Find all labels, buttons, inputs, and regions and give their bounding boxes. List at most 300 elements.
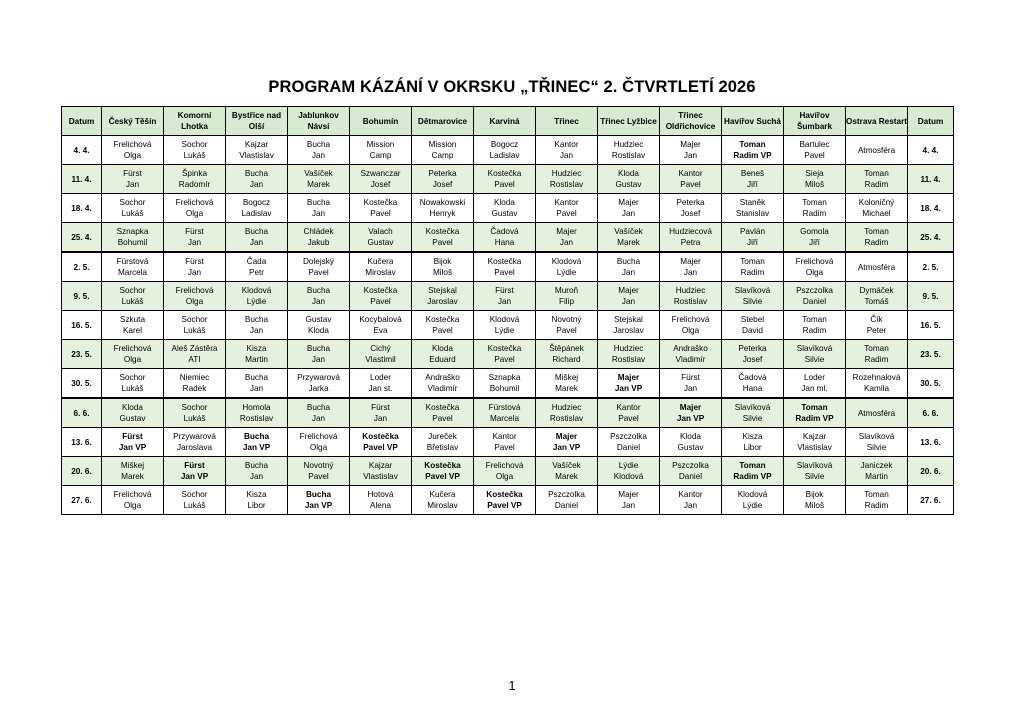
preacher-name-line-2: Marek bbox=[121, 472, 144, 481]
preacher-name-line-1: Bucha bbox=[244, 169, 269, 178]
preacher-name-line-2: Olga bbox=[123, 151, 142, 160]
preacher-name-line-1: Toman bbox=[802, 198, 827, 207]
preacher-cell bbox=[722, 486, 784, 515]
preacher-cell bbox=[412, 252, 474, 282]
preacher-name-line-1: Sochor bbox=[119, 373, 146, 382]
preacher-name-line-2: Lukáš bbox=[183, 501, 206, 510]
preacher-name-line-2: Miroslav bbox=[427, 501, 458, 510]
table-row bbox=[62, 282, 954, 311]
preacher-name-line-1: Kisza bbox=[742, 432, 763, 441]
table-row bbox=[62, 136, 954, 165]
preacher-name-line-2: Pavel bbox=[432, 326, 453, 335]
preacher-name-line-2: Lukáš bbox=[183, 414, 206, 423]
preacher-name-line-1: Kostečka bbox=[425, 315, 460, 324]
preacher-cell bbox=[536, 282, 598, 311]
preacher-cell bbox=[474, 398, 536, 428]
preacher-name-line-2: Alena bbox=[370, 501, 391, 510]
preacher-cell bbox=[474, 486, 536, 515]
preacher-name-line-1: Gustav bbox=[305, 315, 332, 324]
preacher-name-line-1: Fürst bbox=[123, 169, 142, 178]
preacher-cell bbox=[350, 252, 412, 282]
preacher-name-line-1: Mission bbox=[366, 140, 395, 149]
preacher-name-line-2: Jan VP bbox=[304, 501, 333, 510]
preacher-name-line-1: Kostečka bbox=[425, 227, 460, 236]
preacher-cell bbox=[350, 428, 412, 457]
preacher-cell bbox=[474, 311, 536, 340]
preacher-name-line-1: Majer bbox=[617, 373, 640, 382]
preacher-name-line-1: Bucha bbox=[244, 461, 269, 470]
preacher-cell bbox=[226, 486, 288, 515]
preacher-name-line-1: Atmosféra bbox=[857, 262, 896, 272]
preacher-name-line-1: Kisza bbox=[246, 344, 267, 353]
preacher-name-line-2: Radomír bbox=[178, 180, 211, 189]
preacher-name-line-1: Klodová bbox=[551, 257, 582, 266]
preacher-name-line-1: Fürst bbox=[185, 257, 204, 266]
preacher-name-line-2: Radim bbox=[864, 501, 889, 510]
preacher-name-line-1: Frelichová bbox=[671, 315, 710, 324]
preacher-name-line-2: Eduard bbox=[429, 355, 456, 364]
preacher-name-line-2: Olga bbox=[123, 355, 142, 364]
preacher-name-line-2: Gustav bbox=[615, 180, 642, 189]
preacher-name-line-1: Majer bbox=[618, 286, 639, 295]
preacher-name-line-1: Bucha bbox=[306, 140, 331, 149]
preacher-name-line-1: Čík bbox=[870, 315, 883, 324]
preacher-name-line-1: Staněk bbox=[739, 198, 766, 207]
preacher-name-line-2: Petr bbox=[248, 268, 265, 277]
preacher-cell bbox=[164, 136, 226, 165]
preacher-cell bbox=[474, 252, 536, 282]
preacher-name-line-1: Kloda bbox=[618, 169, 639, 178]
date-cell: 30. 5. bbox=[908, 369, 954, 399]
preacher-cell bbox=[102, 457, 164, 486]
preacher-cell bbox=[474, 136, 536, 165]
preacher-name-line-2: Radim bbox=[864, 180, 889, 189]
preacher-name-line-1: Nowakowski bbox=[419, 198, 466, 207]
preacher-name-line-1: Bucha bbox=[306, 403, 331, 412]
preacher-name-line-1: Szwanczar bbox=[360, 169, 401, 178]
preacher-name-line-1: Slavíková bbox=[796, 461, 833, 470]
preacher-name-line-2: Jan bbox=[187, 268, 202, 277]
preacher-cell bbox=[784, 282, 846, 311]
date-cell: 25. 4. bbox=[908, 223, 954, 253]
preacher-name-line-2: Jan bbox=[249, 326, 264, 335]
preacher-cell bbox=[474, 223, 536, 253]
column-header: Havířov Šumbark bbox=[784, 107, 846, 136]
preacher-cell bbox=[164, 369, 226, 399]
preacher-cell bbox=[722, 340, 784, 369]
preacher-cell bbox=[784, 428, 846, 457]
preacher-cell bbox=[288, 136, 350, 165]
preacher-cell bbox=[412, 486, 474, 515]
preacher-cell bbox=[412, 165, 474, 194]
preacher-name-line-2: Josef bbox=[680, 209, 701, 218]
preacher-cell bbox=[288, 165, 350, 194]
column-header: Ostrava Restart bbox=[846, 107, 908, 136]
preacher-name-line-2: Jiří bbox=[747, 180, 758, 189]
table-row bbox=[62, 457, 954, 486]
preacher-cell bbox=[288, 340, 350, 369]
preacher-name-line-1: Hudziec bbox=[613, 140, 644, 149]
preacher-cell bbox=[722, 428, 784, 457]
preacher-name-line-1: Toman bbox=[739, 140, 766, 149]
preacher-cell bbox=[722, 252, 784, 282]
preacher-name-line-2: Jan VP bbox=[552, 443, 581, 452]
preacher-name-line-1: Bucha bbox=[616, 257, 641, 266]
preacher-name-line-2: Vlastimil bbox=[365, 355, 396, 364]
preacher-name-line-1: Frelichová bbox=[175, 286, 214, 295]
preacher-cell bbox=[536, 340, 598, 369]
preacher-cell bbox=[660, 340, 722, 369]
column-header: Bohumín bbox=[350, 107, 412, 136]
date-cell: 6. 6. bbox=[908, 398, 954, 428]
preacher-cell bbox=[536, 428, 598, 457]
preacher-name-line-2: Gustav bbox=[367, 238, 394, 247]
preacher-name-line-2: Jan bbox=[249, 180, 264, 189]
preacher-name-line-2: Jan bbox=[621, 209, 636, 218]
preacher-cell bbox=[164, 457, 226, 486]
preacher-name-line-1: Jureček bbox=[428, 432, 457, 441]
preacher-cell bbox=[722, 311, 784, 340]
preacher-cell bbox=[784, 223, 846, 253]
preacher-name-line-2: Jan bbox=[683, 384, 698, 393]
preacher-name-line-1: Majer bbox=[679, 403, 702, 412]
table-row bbox=[62, 398, 954, 428]
preacher-name-line-1: Pszczolka bbox=[610, 432, 647, 441]
preacher-cell bbox=[660, 165, 722, 194]
preacher-cell bbox=[102, 194, 164, 223]
preacher-name-line-1: Bijok bbox=[433, 257, 452, 266]
preacher-name-line-2: Radim bbox=[802, 209, 827, 218]
preacher-cell bbox=[660, 252, 722, 282]
preacher-name-line-1: Vašíček bbox=[304, 169, 333, 178]
preacher-name-line-2: Lukáš bbox=[121, 209, 144, 218]
date-cell: 4. 4. bbox=[908, 136, 954, 165]
preacher-name-line-2: Miloš bbox=[804, 501, 825, 510]
preacher-name-line-1: Pszczolka bbox=[796, 286, 833, 295]
preacher-cell bbox=[102, 136, 164, 165]
preacher-name-line-1: Bucha bbox=[306, 198, 331, 207]
preacher-name-line-2: Josef bbox=[432, 180, 453, 189]
preacher-name-line-2: Jakub bbox=[307, 238, 330, 247]
preacher-name-line-1: Sznapka bbox=[116, 227, 149, 236]
preacher-cell bbox=[722, 194, 784, 223]
preacher-name-line-1: Kantor bbox=[554, 198, 579, 207]
preacher-cell bbox=[598, 398, 660, 428]
preacher-name-line-2: Libor bbox=[743, 443, 762, 452]
preacher-name-line-2: Marek bbox=[307, 180, 330, 189]
table-row bbox=[62, 223, 954, 253]
preacher-cell bbox=[474, 340, 536, 369]
preacher-cell bbox=[722, 457, 784, 486]
preacher-cell bbox=[660, 311, 722, 340]
preacher-name-line-1: Kocybalová bbox=[359, 315, 402, 324]
preacher-cell bbox=[288, 311, 350, 340]
column-header: Bystřice nad Olší bbox=[226, 107, 288, 136]
preacher-name-line-2: Stanislav bbox=[735, 209, 770, 218]
preacher-name-line-1: Lýdie bbox=[618, 461, 639, 470]
preacher-cell bbox=[226, 428, 288, 457]
preacher-name-line-1: Hudziec bbox=[613, 344, 644, 353]
preacher-name-line-1: Sochor bbox=[181, 140, 208, 149]
preacher-name-line-2: Martin bbox=[245, 355, 268, 364]
preacher-cell bbox=[660, 486, 722, 515]
preacher-name-line-2: Radim VP bbox=[795, 414, 834, 423]
preacher-name-line-1: Bogocz bbox=[490, 140, 519, 149]
preacher-name-line-2: Jan bbox=[311, 209, 326, 218]
preacher-cell bbox=[846, 398, 908, 428]
preacher-cell bbox=[660, 398, 722, 428]
preacher-cell bbox=[164, 194, 226, 223]
preacher-name-line-1: Dymáček bbox=[859, 286, 894, 295]
preacher-name-line-2: Radim bbox=[802, 326, 827, 335]
preacher-cell bbox=[226, 194, 288, 223]
preacher-cell bbox=[350, 486, 412, 515]
preacher-name-line-2: Jan bbox=[249, 472, 264, 481]
preacher-name-line-1: Kajzar bbox=[802, 432, 827, 441]
preacher-name-line-1: Vašíček bbox=[552, 461, 581, 470]
date-cell: 4. 4. bbox=[62, 136, 102, 165]
preacher-cell bbox=[226, 340, 288, 369]
preacher-cell bbox=[412, 428, 474, 457]
preacher-name-line-2: Vlastislav bbox=[797, 443, 832, 452]
preacher-name-line-2: Lýdie bbox=[556, 268, 577, 277]
preacher-name-line-2: Daniel bbox=[554, 501, 579, 510]
preacher-name-line-2: Daniel bbox=[678, 472, 703, 481]
preacher-name-line-2: Rostislav bbox=[611, 151, 646, 160]
preacher-name-line-2: Jan ml. bbox=[801, 384, 828, 393]
preacher-cell bbox=[846, 369, 908, 399]
preacher-name-line-2: Petra bbox=[680, 238, 701, 247]
preacher-name-line-2: Jan VP bbox=[614, 384, 643, 393]
preacher-name-line-1: Niemiec bbox=[179, 373, 210, 382]
preacher-name-line-1: Bucha bbox=[244, 373, 269, 382]
preacher-name-line-1: Fürst bbox=[185, 227, 204, 236]
preacher-name-line-2: Jan bbox=[621, 297, 636, 306]
column-header: Jablunkov Návsí bbox=[288, 107, 350, 136]
preacher-name-line-2: Břetislav bbox=[426, 443, 459, 452]
preacher-name-line-1: Przywarová bbox=[173, 432, 216, 441]
preacher-name-line-2: Jiří bbox=[809, 238, 820, 247]
preacher-cell bbox=[536, 486, 598, 515]
preacher-name-line-1: Bucha bbox=[244, 227, 269, 236]
preacher-name-line-1: Novotný bbox=[551, 315, 582, 324]
preacher-name-line-1: Bucha bbox=[306, 344, 331, 353]
preacher-name-line-1: Frelichová bbox=[485, 461, 524, 470]
preacher-name-line-1: Fürst bbox=[681, 373, 700, 382]
preacher-name-line-1: Miškej bbox=[554, 373, 579, 382]
preacher-name-line-1: Toman bbox=[864, 227, 889, 236]
preacher-name-line-1: Koloničný bbox=[858, 198, 895, 207]
preacher-name-line-1: Majer bbox=[680, 140, 701, 149]
preacher-name-line-1: Sochor bbox=[119, 286, 146, 295]
preacher-name-line-2: David bbox=[742, 326, 763, 335]
preacher-cell bbox=[784, 486, 846, 515]
preacher-name-line-1: Fürst bbox=[495, 286, 514, 295]
preacher-cell bbox=[536, 165, 598, 194]
preacher-name-line-2: Rostislav bbox=[239, 414, 274, 423]
preacher-name-line-1: Dolejský bbox=[303, 257, 334, 266]
date-cell: 27. 6. bbox=[62, 486, 102, 515]
preacher-name-line-2: Klodová bbox=[613, 472, 644, 481]
preacher-name-line-2: Radim bbox=[864, 355, 889, 364]
preacher-cell bbox=[350, 165, 412, 194]
preacher-name-line-2: Jaroslava bbox=[176, 443, 213, 452]
preacher-name-line-1: Štěpánek bbox=[549, 344, 584, 353]
preacher-name-line-2: Miloš bbox=[432, 268, 453, 277]
preacher-name-line-2: Miroslav bbox=[365, 268, 396, 277]
preacher-name-line-1: Frelichová bbox=[795, 257, 834, 266]
preacher-cell bbox=[474, 457, 536, 486]
preacher-cell bbox=[226, 223, 288, 253]
preacher-cell bbox=[784, 252, 846, 282]
date-cell: 13. 6. bbox=[908, 428, 954, 457]
date-cell: 11. 4. bbox=[62, 165, 102, 194]
preacher-name-line-1: Loder bbox=[804, 373, 825, 382]
preacher-cell bbox=[536, 457, 598, 486]
preacher-cell bbox=[660, 136, 722, 165]
preacher-cell bbox=[784, 457, 846, 486]
preacher-cell bbox=[598, 194, 660, 223]
preacher-name-line-2: Vladimír bbox=[675, 355, 706, 364]
preacher-name-line-1: Sochor bbox=[181, 490, 208, 499]
preacher-name-line-2: Pavel bbox=[370, 297, 391, 306]
preacher-cell bbox=[846, 457, 908, 486]
preacher-cell bbox=[102, 428, 164, 457]
preacher-name-line-1: Bucha bbox=[306, 286, 331, 295]
preacher-name-line-1: Majer bbox=[680, 257, 701, 266]
preacher-name-line-2: Radim VP bbox=[733, 151, 772, 160]
preacher-name-line-2: Rostislav bbox=[549, 414, 584, 423]
preacher-name-line-2: Vladimír bbox=[427, 384, 458, 393]
preacher-cell bbox=[102, 340, 164, 369]
preacher-name-line-2: Henryk bbox=[429, 209, 456, 218]
preacher-name-line-1: Mission bbox=[428, 140, 457, 149]
preacher-cell bbox=[846, 340, 908, 369]
preacher-name-line-2: Lukáš bbox=[183, 151, 206, 160]
preacher-cell bbox=[226, 398, 288, 428]
preacher-name-line-1: Sieja bbox=[805, 169, 824, 178]
preacher-name-line-1: Kantor bbox=[492, 432, 517, 441]
preacher-name-line-2: Pavel VP bbox=[487, 501, 522, 510]
preacher-cell bbox=[102, 165, 164, 194]
preacher-cell bbox=[288, 398, 350, 428]
preacher-cell bbox=[350, 340, 412, 369]
preacher-cell bbox=[350, 311, 412, 340]
preacher-name-line-1: Kajzar bbox=[244, 140, 269, 149]
preacher-cell bbox=[660, 369, 722, 399]
preacher-name-line-2: Jan bbox=[559, 151, 574, 160]
preacher-name-line-1: Aleš Zástěra bbox=[171, 344, 218, 353]
date-cell: 16. 5. bbox=[908, 311, 954, 340]
preacher-cell bbox=[350, 223, 412, 253]
preacher-name-line-1: Majer bbox=[618, 490, 639, 499]
preacher-cell bbox=[164, 252, 226, 282]
preacher-cell bbox=[102, 252, 164, 282]
preacher-name-line-1: Bartulec bbox=[799, 140, 830, 149]
preacher-name-line-2: Pavel bbox=[308, 268, 329, 277]
preacher-cell bbox=[288, 282, 350, 311]
preacher-name-line-1: Pszczolka bbox=[672, 461, 709, 470]
preacher-cell bbox=[350, 369, 412, 399]
preacher-name-line-2: Jarka bbox=[308, 384, 329, 393]
preacher-name-line-1: Stebel bbox=[740, 315, 765, 324]
column-header: Datum bbox=[908, 107, 954, 136]
preacher-cell bbox=[722, 369, 784, 399]
preacher-name-line-1: Rozehnalová bbox=[852, 373, 901, 382]
preacher-cell bbox=[164, 282, 226, 311]
preacher-cell bbox=[846, 136, 908, 165]
preacher-cell bbox=[288, 428, 350, 457]
preacher-name-line-2: Bohumil bbox=[489, 384, 520, 393]
preacher-name-line-2: Pavel bbox=[494, 443, 515, 452]
preacher-cell bbox=[412, 398, 474, 428]
preacher-name-line-2: Jan bbox=[249, 384, 264, 393]
preacher-name-line-1: Hudziecová bbox=[669, 227, 712, 236]
preacher-name-line-1: Pszczolka bbox=[548, 490, 585, 499]
preacher-cell bbox=[598, 165, 660, 194]
preacher-name-line-1: Kloda bbox=[432, 344, 453, 353]
preacher-cell bbox=[288, 369, 350, 399]
preacher-cell bbox=[722, 136, 784, 165]
preacher-name-line-2: Josef bbox=[742, 355, 763, 364]
page-number: 1 bbox=[508, 678, 516, 693]
preacher-cell bbox=[102, 369, 164, 399]
preacher-name-line-1: Slavíková bbox=[734, 286, 771, 295]
preacher-cell bbox=[660, 223, 722, 253]
preacher-name-line-1: Frelichová bbox=[299, 432, 338, 441]
preacher-name-line-2: Radim VP bbox=[733, 472, 772, 481]
column-header: Třinec Lyžbice bbox=[598, 107, 660, 136]
preacher-name-line-2: Miloš bbox=[804, 180, 825, 189]
preacher-cell bbox=[536, 223, 598, 253]
table-row bbox=[62, 165, 954, 194]
preacher-cell bbox=[660, 282, 722, 311]
preacher-name-line-2: Pavel bbox=[494, 268, 515, 277]
preacher-name-line-2: Jan bbox=[621, 268, 636, 277]
preacher-name-line-1: Kloda bbox=[680, 432, 701, 441]
preacher-name-line-2: Jiří bbox=[747, 238, 758, 247]
preacher-cell bbox=[288, 252, 350, 282]
column-header: Karviná bbox=[474, 107, 536, 136]
table-header-row bbox=[62, 107, 954, 136]
preacher-name-line-2: Olga bbox=[309, 443, 328, 452]
preacher-name-line-2: Richard bbox=[552, 355, 581, 364]
table-row bbox=[62, 340, 954, 369]
table-row bbox=[62, 311, 954, 340]
preacher-name-line-1: Toman bbox=[740, 257, 765, 266]
preacher-cell bbox=[784, 194, 846, 223]
preacher-name-line-1: Janiczek bbox=[860, 461, 893, 470]
preacher-name-line-1: Hudziec bbox=[551, 169, 582, 178]
preacher-name-line-2: Olga bbox=[185, 297, 204, 306]
preacher-name-line-1: Peterka bbox=[738, 344, 767, 353]
preacher-name-line-2: Gustav bbox=[119, 414, 146, 423]
preacher-cell bbox=[784, 340, 846, 369]
preacher-name-line-2: Jan VP bbox=[180, 472, 209, 481]
preacher-name-line-1: Majer bbox=[618, 198, 639, 207]
preacher-name-line-2: Josef bbox=[370, 180, 391, 189]
date-cell: 2. 5. bbox=[62, 252, 102, 282]
preacher-cell bbox=[412, 457, 474, 486]
table-row bbox=[62, 194, 954, 223]
preacher-cell bbox=[164, 340, 226, 369]
preacher-name-line-1: Kostečka bbox=[486, 490, 523, 499]
preacher-name-line-2: Jan bbox=[311, 297, 326, 306]
preacher-name-line-1: Bijok bbox=[805, 490, 824, 499]
preacher-name-line-1: Bucha bbox=[243, 432, 270, 441]
preacher-name-line-1: Kantor bbox=[678, 490, 703, 499]
preacher-name-line-2: Rostislav bbox=[611, 355, 646, 364]
